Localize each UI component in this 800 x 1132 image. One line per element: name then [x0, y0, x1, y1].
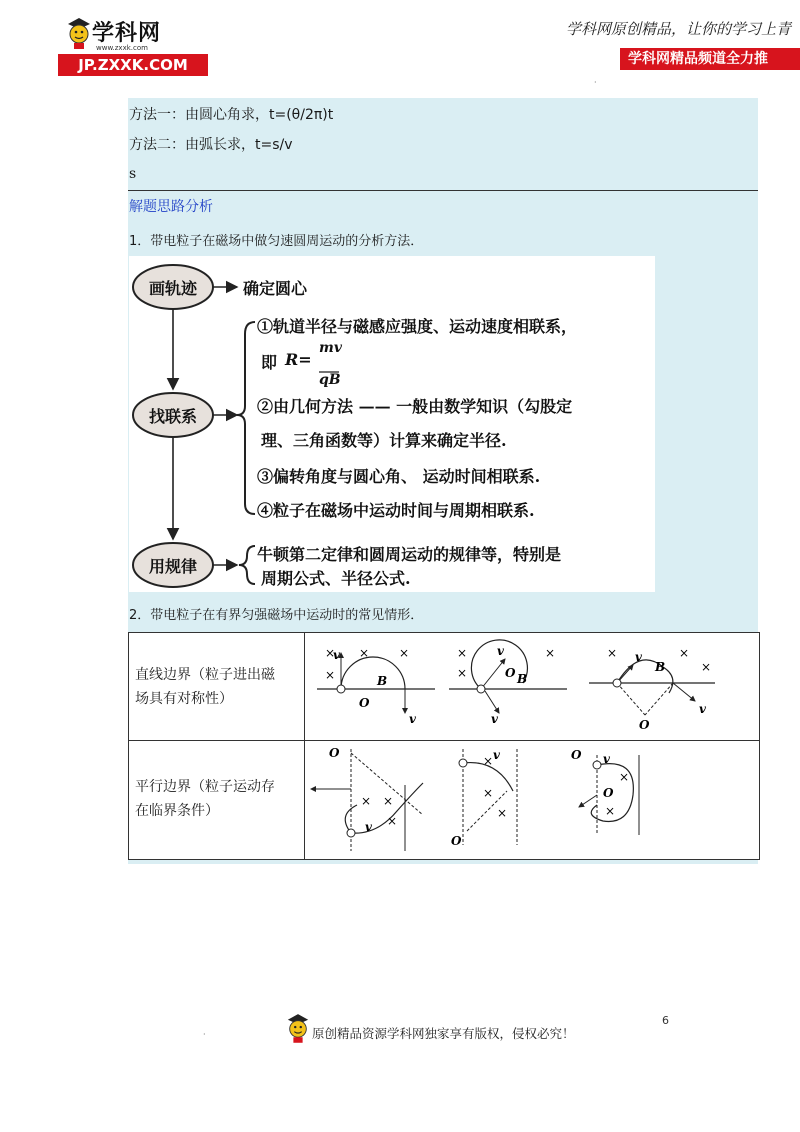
- formula-lhs: R=: [285, 350, 312, 369]
- boundary-table: [128, 632, 760, 860]
- row-straight-line1: 直线边界（粒子进出磁: [135, 667, 275, 683]
- svg-text:×: ×: [383, 794, 394, 808]
- svg-text:×: ×: [483, 754, 494, 768]
- item-two-cont: 理、三角函数等）计算来确定半径.: [261, 431, 507, 450]
- straight-boundary-figures: [309, 637, 755, 737]
- section-title: 解题思路分析: [129, 199, 213, 215]
- law-line-one: 牛顿第二定律和圆周运动的规律等，特别是: [257, 545, 562, 564]
- svg-text:v: v: [699, 702, 706, 716]
- stray-text: s: [129, 166, 137, 182]
- method-one: 方法一：由圆心角求，t=(θ/2π)t: [129, 107, 334, 123]
- svg-text:×: ×: [325, 646, 336, 660]
- svg-text:×: ×: [497, 806, 508, 820]
- svg-text:×: ×: [325, 668, 336, 682]
- row-parallel-line2: 在临界条件）: [135, 803, 219, 819]
- logo-band[interactable]: JP.ZXXK.COM: [58, 54, 208, 76]
- oval-label-find: 找联系: [148, 407, 197, 426]
- table-row-divider: [129, 740, 759, 741]
- row-straight-label: [135, 663, 305, 711]
- svg-text:B: B: [377, 674, 388, 688]
- svg-text:v: v: [635, 650, 642, 664]
- point-one: 1．带电粒子在磁场中做匀速圆周运动的分析方法．: [129, 234, 424, 249]
- step-find-center: 确定圆心: [243, 279, 308, 298]
- svg-text:O: O: [359, 696, 370, 710]
- svg-text:O: O: [639, 718, 650, 732]
- point-two: 2．带电粒子在有界匀强磁场中运动时的常见情形．: [129, 608, 424, 623]
- site-logo: [58, 14, 218, 74]
- oval-label-use: 用规律: [148, 557, 197, 576]
- svg-text:×: ×: [399, 646, 410, 660]
- svg-text:×: ×: [457, 646, 468, 660]
- header-dot: ·: [594, 78, 597, 87]
- svg-text:O: O: [329, 746, 340, 760]
- item-three: ③偏转角度与圆心角、 运动时间相联系.: [257, 467, 541, 486]
- svg-text:×: ×: [619, 770, 630, 784]
- formula-numerator: mv: [319, 340, 342, 356]
- parallel-boundary-figures: [307, 745, 753, 855]
- svg-text:B: B: [655, 660, 666, 674]
- logo-url: www.zxxk.com: [96, 44, 148, 52]
- svg-text:×: ×: [387, 814, 398, 828]
- svg-text:O: O: [603, 786, 614, 800]
- oval-label-draw: 画轨迹: [148, 279, 197, 298]
- svg-text:v: v: [497, 644, 504, 658]
- svg-text:O: O: [571, 748, 582, 762]
- divider: [128, 190, 758, 191]
- svg-text:v: v: [333, 648, 340, 662]
- header-banner[interactable]: 学科网精品频道全力推: [620, 48, 800, 70]
- svg-text:×: ×: [483, 786, 494, 800]
- row-straight-line2: 场具有对称性）: [135, 691, 233, 707]
- header-slogan: 学科网原创精品，让你的学习上青: [566, 20, 792, 38]
- svg-text:×: ×: [457, 666, 468, 680]
- svg-text:v: v: [491, 712, 498, 726]
- svg-text:v: v: [603, 752, 610, 766]
- law-line-two: 周期公式、半径公式.: [261, 569, 411, 588]
- logo-text: 学科网: [92, 21, 162, 46]
- footer-mascot-icon: [286, 1012, 310, 1044]
- svg-text:×: ×: [701, 660, 712, 674]
- svg-text:v: v: [365, 820, 372, 834]
- svg-text:O: O: [505, 666, 516, 680]
- formula-denominator: qB: [319, 372, 341, 388]
- svg-text:B: B: [517, 672, 528, 686]
- mascot-icon: [66, 16, 92, 50]
- svg-text:O: O: [451, 834, 462, 848]
- svg-text:×: ×: [605, 804, 616, 818]
- row-parallel-label: [135, 775, 305, 823]
- item-two: ②由几何方法 —— 一般由数学知识（勾股定: [257, 397, 573, 416]
- flowchart: [129, 256, 655, 592]
- svg-text:×: ×: [359, 646, 370, 660]
- page-number: 6: [662, 1014, 669, 1027]
- svg-text:×: ×: [607, 646, 618, 660]
- svg-text:×: ×: [545, 646, 556, 660]
- footer-dot: ·: [203, 1030, 206, 1039]
- copyright-notice: 原创精品资源学科网独家享有版权，侵权必究！: [312, 1026, 575, 1041]
- svg-text:v: v: [493, 748, 500, 762]
- row-parallel-line1: 平行边界（粒子运动存: [135, 779, 275, 795]
- svg-text:×: ×: [361, 794, 372, 808]
- svg-text:×: ×: [679, 646, 690, 660]
- item-one-cont: 即: [261, 353, 278, 372]
- item-one: ①轨道半径与磁感应强度、运动速度相联系，: [257, 317, 578, 336]
- svg-text:v: v: [409, 712, 416, 726]
- item-four: ④粒子在磁场中运动时间与周期相联系.: [257, 501, 535, 520]
- method-two: 方法二：由弧长求，t=s/v: [129, 137, 293, 153]
